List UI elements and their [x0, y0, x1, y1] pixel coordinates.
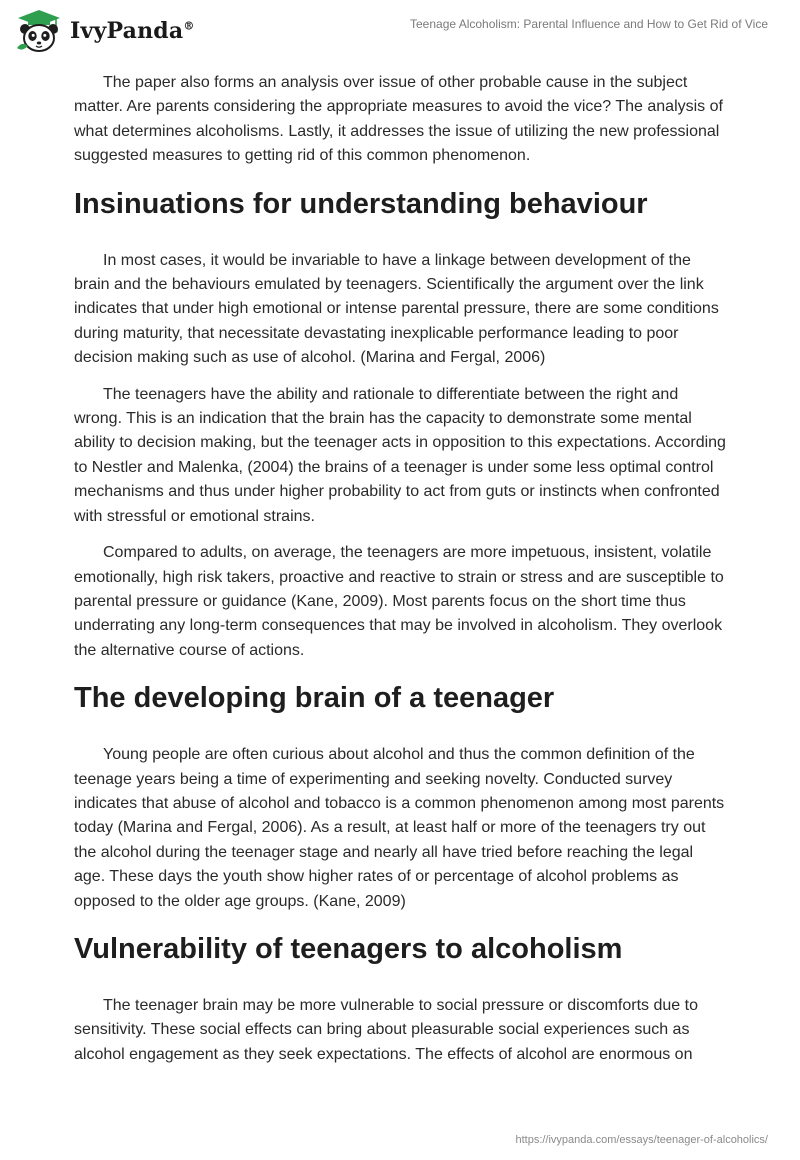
body-paragraph: Compared to adults, on average, the teenagers are more impetuous, insistent, volatile emotionally, high risk takers, proactive and reactive to strain or stress and are susceptible to parental pressure or guidance (Kane, 2009). Most parents focus on the short time thus underrating any long-term consequences that may be involved in alcoholism. They overlook the alternative course of actions.	[74, 544, 724, 659]
section-heading: The developing brain of a teenager	[74, 682, 555, 715]
ivypanda-logo[interactable]	[14, 8, 195, 54]
body-paragraph: The teenager brain may be more vulnerable to social pressure or discomforts due to sensitivity. These social effects can bring about pleasurable social experiences such as alcohol engagement as they seek expectations. The effects of alcohol are enormous on	[74, 996, 698, 1063]
document-title: Teenage Alcoholism: Parental Influence and How to Get Rid of Vice	[410, 17, 768, 31]
logo-text: IvyPanda®	[70, 18, 195, 44]
essay-content	[74, 71, 728, 1079]
body-paragraph: Young people are often curious about alcohol and thus the common definition of the teenage years being a time of experimenting and seeking novelty. Conducted survey indicates that abuse of alcohol and tobacco is a common phenomenon among most parents today (Marina and Fergal, 2006). As a result, at least half or more of the teenagers try out the alcohol during the teenager stage and nearly all have tried before reaching the legal age. These days the youth show higher rates of or percentage of alcohol problems as opposed to the older age groups. (Kane, 2009)	[74, 746, 725, 910]
section-heading: Vulnerability of teenagers to alcoholism	[74, 932, 623, 965]
intro-paragraph: The paper also forms an analysis over issue of other probable cause in the subject matter. Are parents considering the appropriate measures to avoid the vice? The analysis of what determines alcoholisms. Lastly, it addresses the issue of utilizing the new professional suggested measures to getting rid of this common phenomenon.	[74, 74, 723, 165]
section-heading: Insinuations for understanding behaviour	[74, 187, 648, 220]
body-paragraph: The teenagers have the ability and rationale to differentiate between the right and wrong. This is an indication that the brain has the capacity to demonstrate some mental ability to decision making, but the teenager acts in opposition to this expectations. According to Nestler and Malenka, (2004) the brains of a teenager is under some less optimal control mechanisms and thus under higher probability to act from guts or instincts when confronted with stressful or emotional strains.	[74, 385, 726, 525]
body-paragraph: In most cases, it would be invariable to have a linkage between development of the brain and the behaviours emulated by teenagers. Scientifically the argument over the link indicates that under high emotional or intense parental pressure, there are some conditions during maturity, that necessitate devastating inexplicable performance leading to poor decision making such as use of alcohol. (Marina and Fergal, 2006)	[74, 251, 719, 367]
panda-graduate-icon	[14, 8, 64, 54]
page-header	[0, 0, 800, 60]
source-url[interactable]: https://ivypanda.com/essays/teenager-of-alcoholics/	[515, 1134, 768, 1146]
